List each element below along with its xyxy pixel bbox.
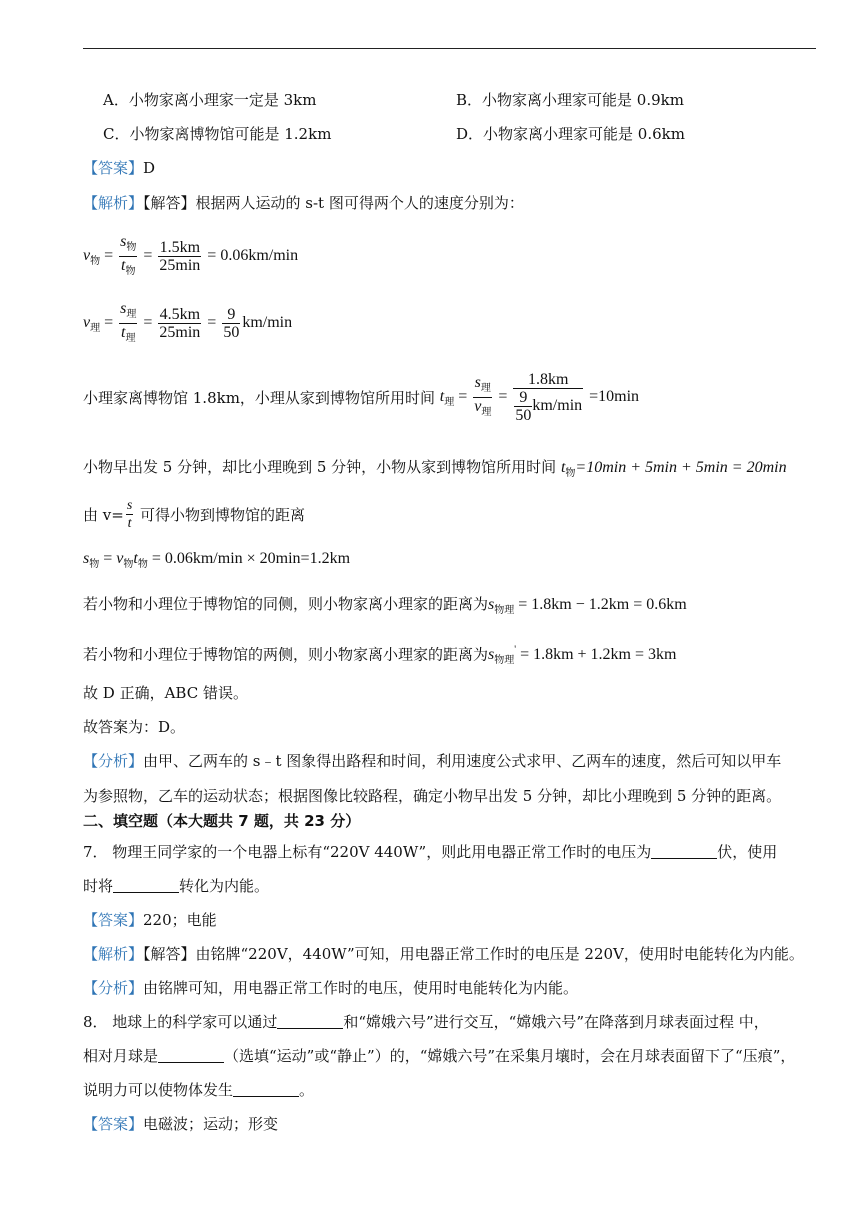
fill-blank[interactable] — [113, 878, 179, 893]
formula-t-li: $t_理$ = $\frac{s_理}{v_理}$ = 1.8km $\frac{9}{50}$ km/min =10min — [439, 371, 640, 424]
analysis-tag: 【解析】 — [83, 194, 144, 212]
option-a: A．小物家离小理家一定是 3km — [103, 91, 317, 109]
analysis-intro-text: 【解答】根据两人运动的 s-t 图可得两个人的速度分别为： — [143, 194, 524, 212]
formula-same-side: $s_{物理} = 1.8km - 1.2km = 0.6km$ — [488, 596, 687, 616]
q6-review-line1: 【分析】由甲、乙两车的 s﹣t 图象得出路程和时间，利用速度公式求甲、乙两车的速度，然后可知以甲车 — [83, 752, 782, 770]
formula-t-wu: $t_物=10\min + 5\min + 5\min = 20\min$ — [560, 459, 787, 479]
q8-line1: 8． 地球上的科学家可以通过 和“嫦娥六号”进行交互，“嫦娥六号”在降落到月球表面过程 中， — [83, 1013, 769, 1031]
option-b: B．小物家离小理家可能是 0.9km — [456, 91, 684, 109]
q8-line3: 说明力可以使物体发生 。 — [83, 1081, 315, 1099]
review-tag: 【分析】 — [83, 752, 144, 770]
q6-analysis-intro — [83, 193, 524, 213]
formula-v-li: $v_理$ = $\frac{s_理}{t_理}$ = $\frac{4.5km}{25\min}$ = $\frac{9}{50}$ km/min — [83, 300, 292, 347]
option-d: D．小物家离小理家可能是 0.6km — [456, 125, 685, 143]
fraction: $\frac{4.5km}{25\min}$ — [159, 306, 201, 341]
formula-both-side: $s_{物理}' = 1.8km + 1.2km = 3km$ — [488, 645, 677, 667]
q7-line2: 时将 转化为内能。 — [83, 877, 270, 895]
distance-intro: 由 v= $\frac{s}{t}$ 可得小物到博物馆的距离 — [83, 498, 306, 531]
answer-value: D — [143, 159, 156, 177]
same-side-line: 若小物和小理位于博物馆的同侧，则小物家离小理家的距离为$s_{物理} = 1.8km - 1.2km = 0.6km$ — [83, 595, 687, 616]
q6-answer — [83, 158, 155, 178]
answer-tag: 【答案】 — [83, 159, 144, 177]
fraction: $\frac{1.5km}{25\min}$ — [159, 239, 201, 274]
conclusion: 故 D 正确，ABC 错误。 — [83, 684, 248, 702]
formula-s-wu: $s_物 = v_物t_物 = 0.06km/\min \times 20\min=1.2km$ — [83, 550, 351, 570]
q7-review: 【分析】由铭牌可知，用电器正常工作时的电压，使用时电能转化为内能。 — [83, 979, 579, 997]
fill-blank[interactable] — [277, 1014, 343, 1029]
q7-analysis: 【解析】【解答】由铭牌“220V，440W”可知，用电器正常工作时的电压是 220V，使用时电能转化为内能。 — [83, 945, 804, 963]
fraction: $\frac{s_理}{t_理}$ — [120, 300, 137, 344]
q6-review-line2: 为参照物，乙车的运动状态；根据图像比较路程，确定小物早出发 5 分钟，却比小理晚到 5 分钟的距离。 — [83, 787, 782, 805]
q8-line2: 相对月球是 （选填“运动”或“静止”）的，“嫦娥六号”在采集月壤时，会在月球表面留下了“压痕”， — [83, 1047, 796, 1065]
q7-line1: 7． 物理王同学家的一个电器上标有“220V 440W”，则此用电器正常工作时的电压为 伏，使用 — [83, 843, 778, 861]
time-li-line: 小理家离博物馆 1.8km，小理从家到博物馆所用时间 $t_理$ = $\frac{s_理}{v_理}$ = 1.8km $\frac{9}{50}$ km/min =10min — [83, 371, 640, 424]
header-rule — [83, 48, 816, 49]
fill-blank[interactable] — [651, 844, 717, 859]
both-side-line: 若小物和小理位于博物馆的两侧，则小物家离小理家的距离为$s_{物理}' = 1.8km + 1.2km = 3km$ — [83, 645, 677, 667]
fraction: $\frac{s_物}{t_物}$ — [120, 233, 137, 277]
formula-v-wu: $v_物$ = $\frac{s_物}{t_物}$ = $\frac{1.5km}{25\min}$ = 0.06km/min — [83, 233, 298, 280]
fraction: $\frac{9}{50}$ — [223, 306, 240, 341]
section-heading: 二、填空题（本大题共 7 题，共 23 分） — [83, 812, 361, 830]
q7-answer: 【答案】220；电能 — [83, 911, 217, 929]
final-answer: 故答案为：D。 — [83, 718, 186, 736]
q8-answer: 【答案】电磁波；运动；形变 — [83, 1115, 279, 1133]
fill-blank[interactable] — [158, 1048, 224, 1063]
option-c: C．小物家离博物馆可能是 1.2km — [103, 125, 332, 143]
time-wu-line: 小物早出发 5 分钟，却比小理晚到 5 分钟，小物从家到博物馆所用时间 $t_物=10\min + 5\min + 5\min = 20\min$ — [83, 458, 787, 479]
fill-blank[interactable] — [233, 1082, 299, 1097]
